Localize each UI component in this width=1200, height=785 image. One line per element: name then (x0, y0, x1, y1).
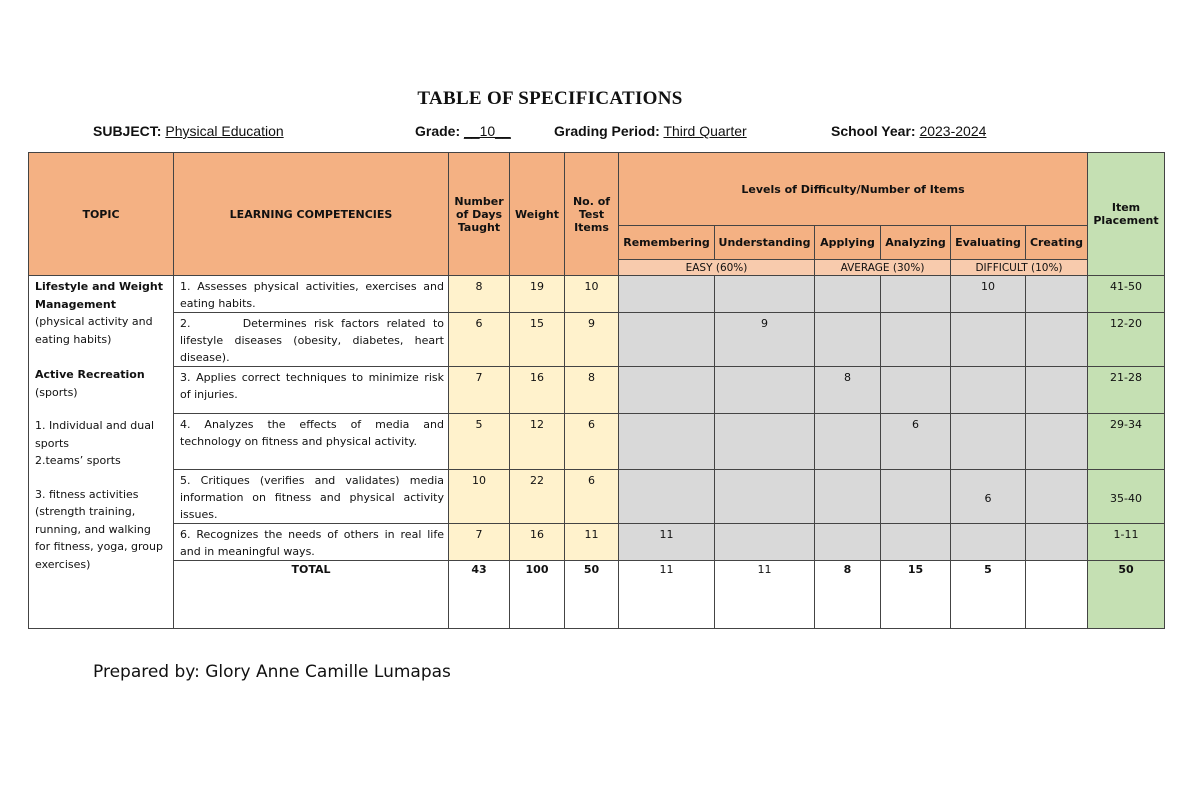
table-row (29, 367, 1165, 414)
topic-title-recreation: Active Recreation (35, 368, 145, 381)
days-cell: 7 (449, 524, 510, 561)
applying-cell (815, 276, 881, 313)
items-cell: 6 (565, 414, 619, 470)
applying-cell (815, 414, 881, 470)
analyzing-cell (881, 524, 951, 561)
competencies-header: LEARNING COMPETENCIES (174, 153, 449, 276)
understanding-cell (715, 524, 815, 561)
easy-level-label: EASY (60%) (619, 260, 815, 276)
prepared-by: Prepared by: Glory Anne Camille Lumapas (93, 662, 451, 682)
placement-cell: 29-34 (1088, 414, 1165, 470)
items-cell: 9 (565, 313, 619, 367)
competency-text: 4. Analyzes the effects of media and technology on fitness and physical activity. (174, 414, 449, 470)
total-row (29, 561, 1165, 629)
creating-cell (1026, 524, 1088, 561)
competency-text: 1. Assesses physical activities, exercises and eating habits. (174, 276, 449, 313)
remembering-header: Remembering (619, 226, 715, 260)
analyzing-cell (881, 367, 951, 414)
competency-text: 5. Critiques (verifies and validates) media information on fitness and physical activity issues. (174, 470, 449, 524)
topic-header: TOPIC (29, 153, 174, 276)
average-level-label: AVERAGE (30%) (815, 260, 951, 276)
table-row (29, 414, 1165, 470)
understanding-cell (715, 470, 815, 524)
days-taught-header: Number of Days Taught (449, 153, 510, 276)
analyzing-header: Analyzing (881, 226, 951, 260)
weight-cell: 16 (510, 524, 565, 561)
analyzing-cell (881, 313, 951, 367)
topic-title-lifestyle: Lifestyle and Weight Management (35, 280, 163, 311)
grade-value: __10__ (464, 123, 511, 139)
placement-cell: 21-28 (1088, 367, 1165, 414)
total-analyzing: 15 (881, 561, 951, 629)
creating-cell (1026, 276, 1088, 313)
analyzing-cell (881, 276, 951, 313)
total-items: 50 (565, 561, 619, 629)
total-evaluating: 5 (951, 561, 1026, 629)
applying-cell (815, 524, 881, 561)
evaluating-header: Evaluating (951, 226, 1026, 260)
weight-cell: 19 (510, 276, 565, 313)
evaluating-cell (951, 367, 1026, 414)
items-cell: 11 (565, 524, 619, 561)
applying-header: Applying (815, 226, 881, 260)
creating-cell (1026, 313, 1088, 367)
document-title: TABLE OF SPECIFICATIONS (417, 88, 683, 109)
total-placement: 50 (1088, 561, 1165, 629)
understanding-cell (715, 276, 815, 313)
evaluating-cell: 6 (951, 470, 1026, 524)
competency-text: 3. Applies correct techniques to minimize risk of injuries. (174, 367, 449, 414)
analyzing-cell: 6 (881, 414, 951, 470)
grading-period-value: Third Quarter (663, 123, 747, 139)
total-applying: 8 (815, 561, 881, 629)
remembering-cell (619, 313, 715, 367)
applying-cell (815, 470, 881, 524)
difficult-level-label: DIFFICULT (10%) (951, 260, 1088, 276)
subject-field (93, 123, 284, 139)
total-remembering: 11 (619, 561, 715, 629)
school-year-field (831, 123, 986, 139)
total-understanding: 11 (715, 561, 815, 629)
weight-header: Weight (510, 153, 565, 276)
topic-desc-lifestyle: (physical activity and eating habits) (35, 315, 153, 346)
topic-cell (29, 276, 174, 629)
total-label: TOTAL (174, 561, 449, 629)
school-year-value: 2023-2024 (919, 123, 987, 139)
test-items-header: No. of Test Items (565, 153, 619, 276)
topic-desc-recreation: (sports) (35, 385, 78, 399)
subject-label: SUBJECT: (93, 123, 162, 139)
topic-subitem: 2.teams’ sports (35, 454, 121, 467)
remembering-cell (619, 414, 715, 470)
school-year-label: School Year: (831, 123, 916, 139)
weight-cell: 22 (510, 470, 565, 524)
total-days: 43 (449, 561, 510, 629)
subject-value: Physical Education (165, 123, 284, 139)
topic-subitem: 1. Individual and dual sports (35, 419, 155, 450)
grade-label: Grade: (415, 123, 461, 139)
creating-header: Creating (1026, 226, 1088, 260)
items-cell: 8 (565, 367, 619, 414)
creating-cell (1026, 367, 1088, 414)
understanding-header: Understanding (715, 226, 815, 260)
items-cell: 6 (565, 470, 619, 524)
weight-cell: 16 (510, 367, 565, 414)
placement-cell: 41-50 (1088, 276, 1165, 313)
specifications-table (28, 152, 1165, 629)
grading-period-field (554, 123, 747, 139)
evaluating-cell (951, 414, 1026, 470)
total-weight: 100 (510, 561, 565, 629)
creating-cell (1026, 414, 1088, 470)
days-cell: 7 (449, 367, 510, 414)
topic-subitem: 3. fitness activities (strength training, running, and walking for fitness, yoga, group exercises) (35, 487, 163, 571)
days-cell: 8 (449, 276, 510, 313)
evaluating-cell (951, 524, 1026, 561)
remembering-cell (619, 367, 715, 414)
applying-cell (815, 313, 881, 367)
grade-field (415, 123, 511, 139)
weight-cell: 15 (510, 313, 565, 367)
placement-cell: 1-11 (1088, 524, 1165, 561)
evaluating-cell (951, 313, 1026, 367)
applying-cell: 8 (815, 367, 881, 414)
understanding-cell (715, 367, 815, 414)
placement-cell: 35-40 (1088, 470, 1165, 524)
weight-cell: 12 (510, 414, 565, 470)
remembering-cell (619, 276, 715, 313)
remembering-cell (619, 470, 715, 524)
remembering-cell: 11 (619, 524, 715, 561)
days-cell: 5 (449, 414, 510, 470)
table-row (29, 524, 1165, 561)
evaluating-cell: 10 (951, 276, 1026, 313)
understanding-cell: 9 (715, 313, 815, 367)
item-placement-header: Item Placement (1088, 153, 1165, 276)
items-cell: 10 (565, 276, 619, 313)
table-row (29, 276, 1165, 313)
days-cell: 10 (449, 470, 510, 524)
placement-cell: 12-20 (1088, 313, 1165, 367)
table-row (29, 470, 1165, 524)
total-creating (1026, 561, 1088, 629)
analyzing-cell (881, 470, 951, 524)
understanding-cell (715, 414, 815, 470)
levels-of-difficulty-header: Levels of Difficulty/Number of Items (619, 153, 1088, 226)
table-row (29, 313, 1165, 367)
competency-text: 2. Determines risk factors related to lifestyle diseases (obesity, diabetes, heart disease). (174, 313, 449, 367)
competency-text: 6. Recognizes the needs of others in real life and in meaningful ways. (174, 524, 449, 561)
grading-period-label: Grading Period: (554, 123, 660, 139)
creating-cell (1026, 470, 1088, 524)
days-cell: 6 (449, 313, 510, 367)
